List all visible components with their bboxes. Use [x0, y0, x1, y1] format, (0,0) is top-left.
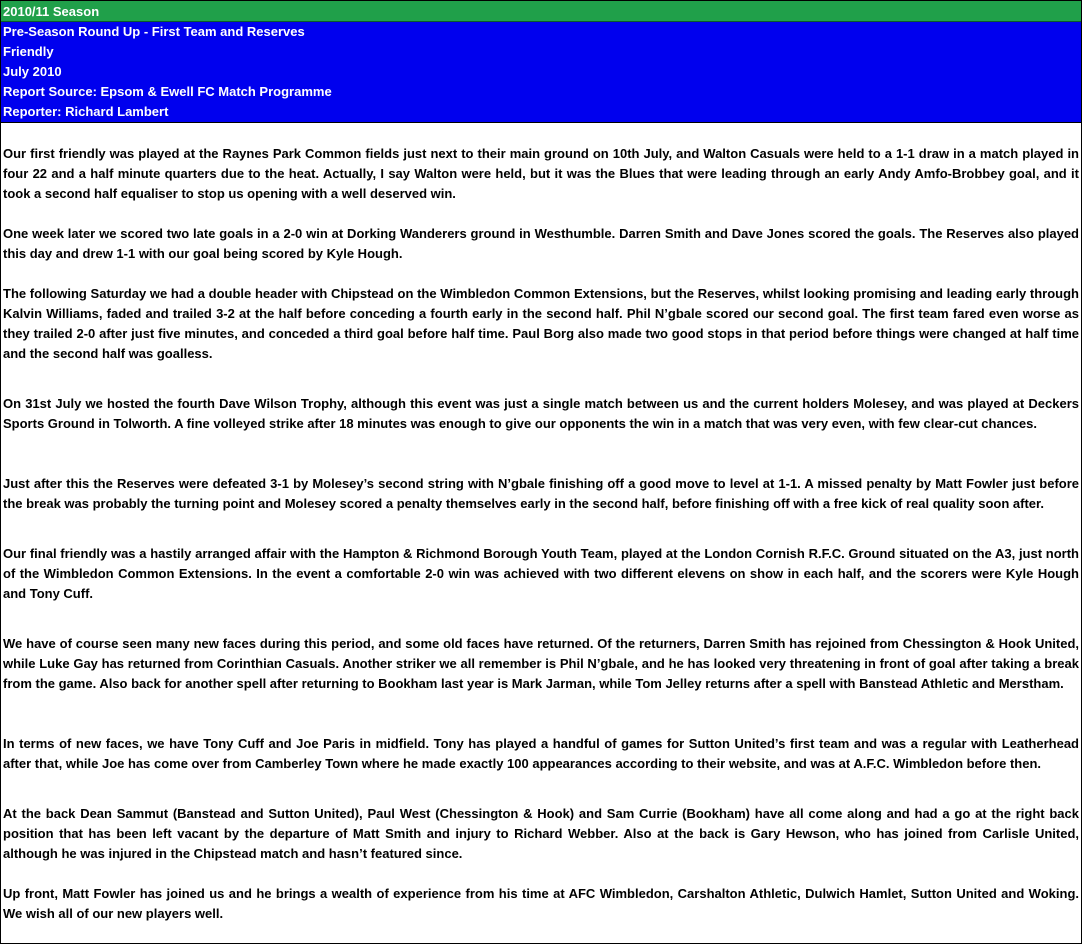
report-date: July 2010 [3, 64, 62, 79]
paragraph: Just after this the Reserves were defeated 3-1 by Molesey’s second string with N’gbale finishing off a good move to level at 1-1. A missed penalty by Matt Fowler just before the break was probably the turning point and Molesey scored a penalty themselves early in the second half, before finishing off with a free kick of real quality soon after. [3, 476, 1079, 511]
paragraph: Up front, Matt Fowler has joined us and he brings a wealth of experience from his time at AFC Wimbledon, Carshalton Athletic, Dulwich Hamlet, Sutton United and Woking. We wish all of our new players well. [3, 886, 1079, 921]
paragraph: Our final friendly was a hastily arranged affair with the Hampton & Richmond Borough Youth Team, played at the London Cornish R.F.C. Ground situated on the A3, just north of the Wimbledon Common Extensions. In the event a comfortable 2-0 win was achieved with two different elevens on show in each half, and the scorers were Kyle Hough and Tony Cuff. [3, 546, 1079, 601]
paragraph: The following Saturday we had a double header with Chipstead on the Wimbledon Common Extensions, but the Reserves, whilst looking promising and leading early through Kalvin Williams, faded and trailed 3-2 at the half before conceding a fourth early in the second half. Phil N’gbale scored our second goal. The first team fared even worse as they trailed 2-0 after just five minutes, and conceded a third goal before half time. Paul Borg also made two good stops in that period before things were changed at half time and the second half was goalless. [3, 286, 1079, 361]
reporter: Reporter: Richard Lambert [3, 104, 169, 119]
paragraph: On 31st July we hosted the fourth Dave Wilson Trophy, although this event was just a single match between us and the current holders Molesey, and was played at Deckers Sports Ground in Tolworth. A fine volleyed strike after 18 minutes was enough to give our opponents the win in a match that was very even, with few clear-cut chances. [3, 396, 1079, 431]
paragraph: At the back Dean Sammut (Banstead and Sutton United), Paul West (Chessington & Hook) and Sam Currie (Bookham) have all come along and had a go at the right back position that has been left vacant by the departure of Matt Smith and injury to Richard Webber. Also at the back is Gary Hewson, who has joined from Carlisle United, although he was injured in the Chipstead match and hasn’t featured since. [3, 806, 1079, 861]
match-type: Friendly [3, 44, 54, 59]
paragraph: One week later we scored two late goals in a 2-0 win at Dorking Wanderers ground in Westhumble. Darren Smith and Dave Jones scored the goals. The Reserves also played this day and drew 1-1 with our goal being scored by Kyle Hough. [3, 226, 1079, 261]
paragraph: We have of course seen many new faces during this period, and some old faces have returned. Of the returners, Darren Smith has rejoined from Chessington & Hook United, while Luke Gay has returned from Corinthian Casuals. Another striker we all remember is Phil N’gbale, and he has looked very threatening in front of goal after taking a break from the game. Also back for another spell after returning to Bookham last year is Mark Jarman, while Tom Jelley returns after a spell with Banstead Athletic and Merstham. [3, 636, 1079, 691]
report-source: Report Source: Epsom & Ewell FC Match Programme [3, 84, 332, 99]
season-header: 2010/11 Season [1, 1, 1081, 22]
report-title: Pre-Season Round Up - First Team and Reserves [3, 24, 305, 39]
report-body [1, 144, 1081, 924]
paragraph: Our first friendly was played at the Raynes Park Common fields just next to their main ground on 10th July, and Walton Casuals were held to a 1-1 draw in a match played in four 22 and a half minute quarters due to the heat. Actually, I say Walton were held, but it was the Blues that were leading through an early Andy Amfo-Brobbey goal, and it took a second half equaliser to stop us opening with a well deserved win. [3, 146, 1079, 201]
paragraph: In terms of new faces, we have Tony Cuff and Joe Paris in midfield. Tony has played a handful of games for Sutton United’s first team and was a regular with Leatherhead after that, while Joe has come over from Camberley Town where he made exactly 100 appearances according to their website, and was at A.F.C. Wimbledon before then. [3, 736, 1079, 771]
report-header [1, 22, 1081, 123]
